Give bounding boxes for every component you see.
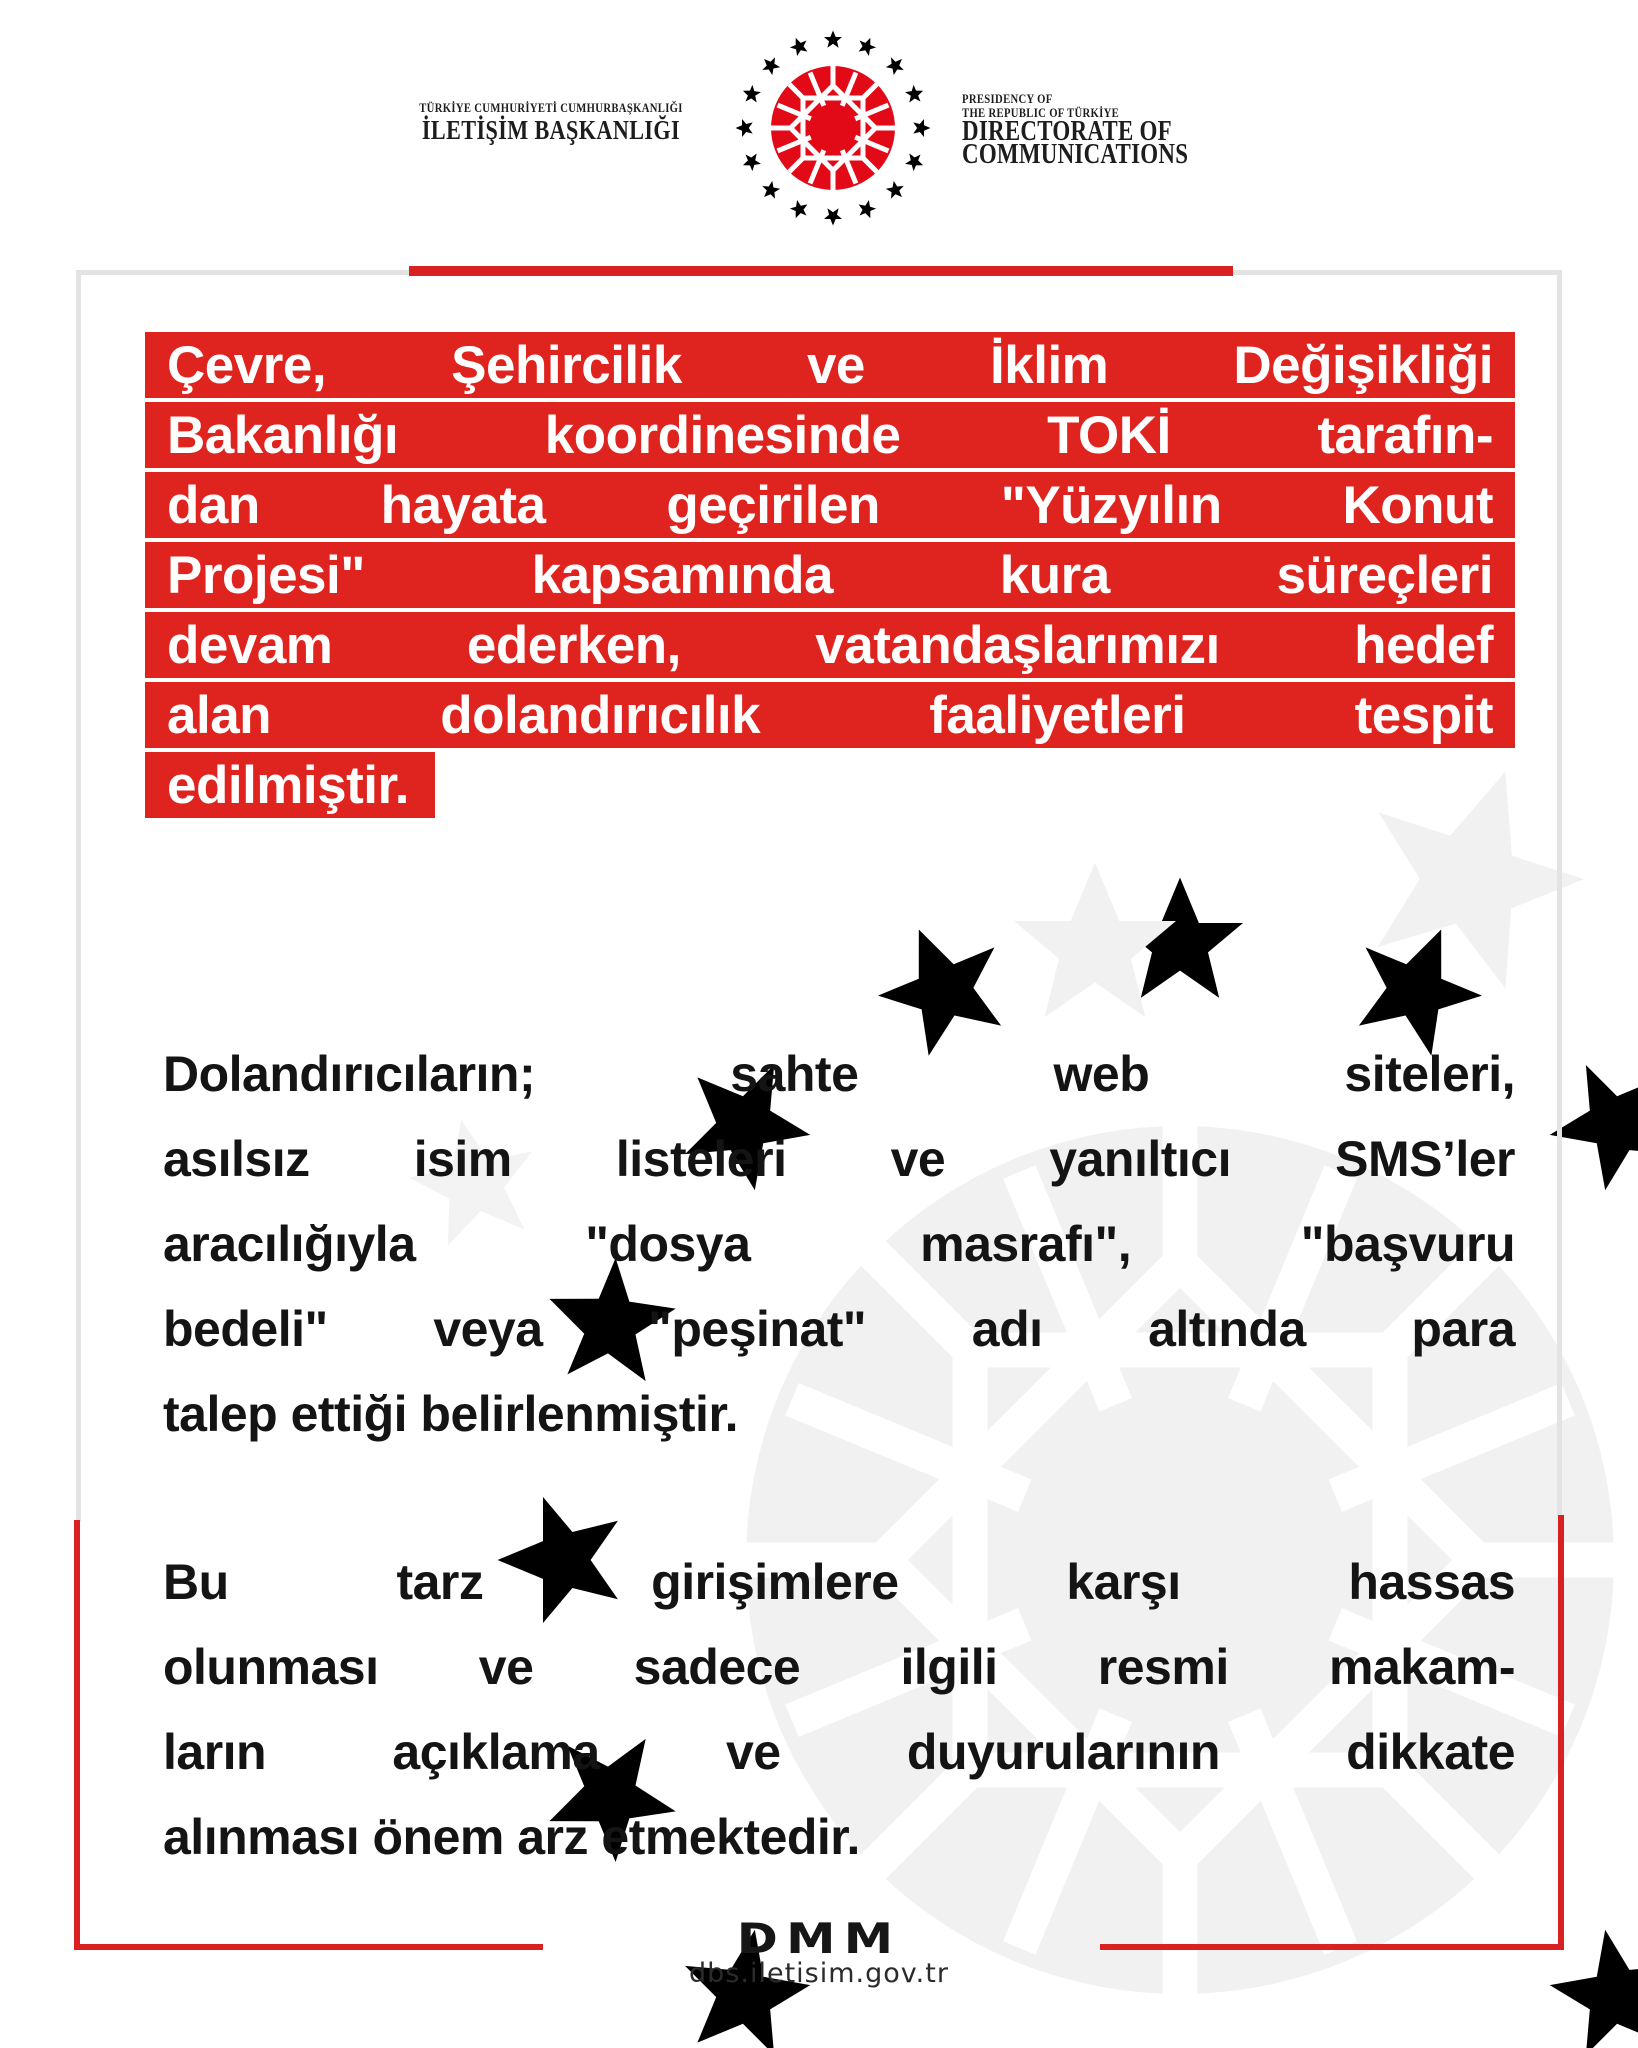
body-line: asılsız isim listeleri ve yanıltıcı SMS’ler [163,1131,1515,1187]
card-border-left [76,270,81,1522]
body-paragraph-1 [163,1032,1515,1457]
logo-line-big: DIRECTORATE OF [962,116,1172,147]
highlight-line: alan dolandırıcılık faaliyetleri tespit [145,682,1515,748]
card-accent-bottom-right [1100,1944,1564,1950]
directorate-logo-turkish [411,100,691,145]
logo-line-small: PRESIDENCY OF [962,91,1053,106]
highlight-line: dan hayata geçirilen "Yüzyılın Konut [145,472,1515,538]
highlight-line: devam ederken, vatandaşlarımızı hedef [145,612,1515,678]
body-line: ların açıklama ve duyurularının dikkate [163,1724,1515,1780]
body-line: talep ettiği belirlenmiştir. [163,1386,739,1442]
body-line: olunması ve sadece ilgili resmi makam- [163,1639,1515,1695]
highlight-line: edilmiştir. [145,752,435,818]
logo-line-big: COMMUNICATIONS [962,139,1189,170]
body-line: alınması önem arz etmektedir. [163,1809,860,1865]
card-accent-bottom-left [74,1944,543,1950]
highlight-line: Projesi" kapsamında kura süreçleri [145,542,1515,608]
logo-line-small: THE REPUBLIC OF TÜRKİYE [962,105,1120,120]
card-border-right [1557,270,1562,1517]
logo-line-small: TÜRKİYE CUMHURİYETİ CUMHURBAŞKANLIĞI [419,100,683,115]
logo-line-big: İLETİŞİM BAŞKANLIĞI [421,115,681,145]
body-line: Bu tarz girişimlere karşı hassas [163,1554,1515,1610]
presidential-emblem-icon [723,18,943,238]
body-paragraph-2 [163,1540,1515,1880]
highlighted-statement [145,332,1515,822]
directorate-logo-english [962,91,1189,170]
card-accent-left [74,1520,80,1950]
body-line: bedeli" veya "peşinat" adı altında para [163,1301,1515,1357]
body-line: Dolandırıcıların; sahte web siteleri, [163,1046,1515,1102]
highlight-line: Çevre, Şehircilik ve İklim Değişikliği [145,332,1515,398]
card-accent-top [409,266,1233,276]
card-accent-right [1558,1515,1564,1950]
footer-url: dbs.iletisim.gov.tr [689,1958,949,1989]
highlight-line: Bakanlığı koordinesinde TOKİ tarafın- [145,402,1515,468]
body-line: aracılığıyla "dosya masrafı", "başvuru [163,1216,1515,1272]
dmm-logo: DMM [736,1914,902,1963]
